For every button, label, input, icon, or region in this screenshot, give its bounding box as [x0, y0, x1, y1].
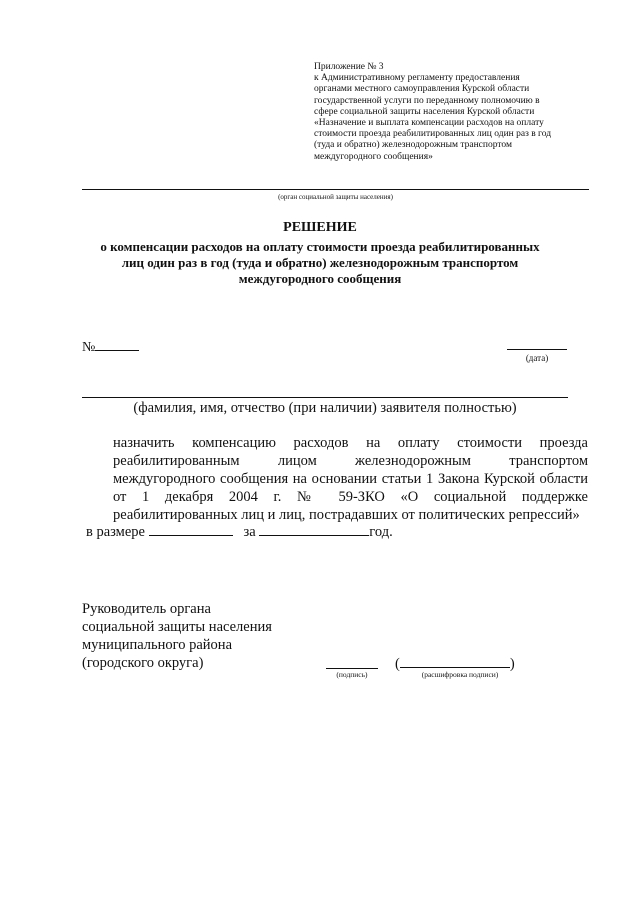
number-blank: [95, 338, 139, 351]
head-line: социальной защиты населения: [82, 619, 272, 635]
head-signature-block: [82, 600, 272, 672]
decision-body: [82, 434, 588, 524]
applicant-caption: (фамилия, имя, отчество (при наличии) заявителя полностью): [133, 400, 517, 416]
subtitle-line: лиц один раз в год (туда и обратно) железнодорожным транспортом: [121, 255, 519, 270]
decode-open-paren: (: [395, 656, 400, 672]
appendix-line: органами местного самоуправления Курской области: [314, 84, 530, 95]
date-caption: (дата): [525, 353, 549, 363]
number-label: №: [82, 340, 96, 355]
appendix-line: «Назначение и выплата компенсации расходов на оплату: [314, 118, 544, 129]
year-label: год.: [369, 524, 393, 540]
organ-caption: (орган социальной защиты населения): [278, 193, 393, 201]
period-label: за: [243, 524, 256, 540]
amount-line: [86, 522, 393, 541]
subtitle-line: о компенсации расходов на оплату стоимости проезда реабилитированных: [100, 239, 540, 254]
head-line: (городского округа): [82, 655, 204, 671]
appendix-line: сфере социальной защиты населения Курской области: [314, 106, 535, 117]
appendix-line: государственной услуги по переданному полномочию в: [314, 95, 540, 106]
appendix-line: (туда и обратно) железнодорожным транспортом: [314, 140, 512, 151]
subtitle-line: междугородного сообщения: [238, 271, 402, 286]
appendix-line: стоимости проезда реабилитированных лиц один раз в год: [314, 129, 552, 140]
document-subtitle: [60, 239, 580, 287]
signature-caption: (подпись): [336, 670, 368, 679]
appendix-line: к Административному регламенту предоставления: [314, 73, 520, 84]
decode-close-paren: ): [509, 656, 515, 672]
decision-number: [82, 338, 139, 356]
appendix-line: Приложение № 3: [314, 62, 384, 72]
period-blank: [259, 522, 369, 536]
applicant-line: [82, 397, 568, 398]
organ-line: [82, 189, 589, 190]
signature-line: [326, 668, 378, 669]
date-line: [507, 349, 567, 350]
appendix-block: [314, 62, 594, 163]
decode-caption: (расшифровка подписи): [421, 670, 499, 679]
amount-label: в размере: [86, 524, 145, 540]
head-line: Руководитель органа: [82, 601, 211, 617]
head-line: муниципального района: [82, 637, 232, 653]
amount-blank: [149, 522, 233, 536]
body-paragraph: назначить компенсацию расходов на оплату стоимости проезда реабилитированным лицом железнодорожным транспортом междугородного сообщения на основании статьи 1 Закона Курской области от 1 декабря 2004 г. № 59-ЗКО «О социальной поддержке реабилитированных лиц и лиц, пострадавших от политических репрессий»: [113, 435, 588, 523]
decode-blank: [400, 654, 510, 668]
document-title: РЕШЕНИЕ: [283, 220, 357, 235]
appendix-line: междугородного сообщения»: [314, 151, 433, 162]
